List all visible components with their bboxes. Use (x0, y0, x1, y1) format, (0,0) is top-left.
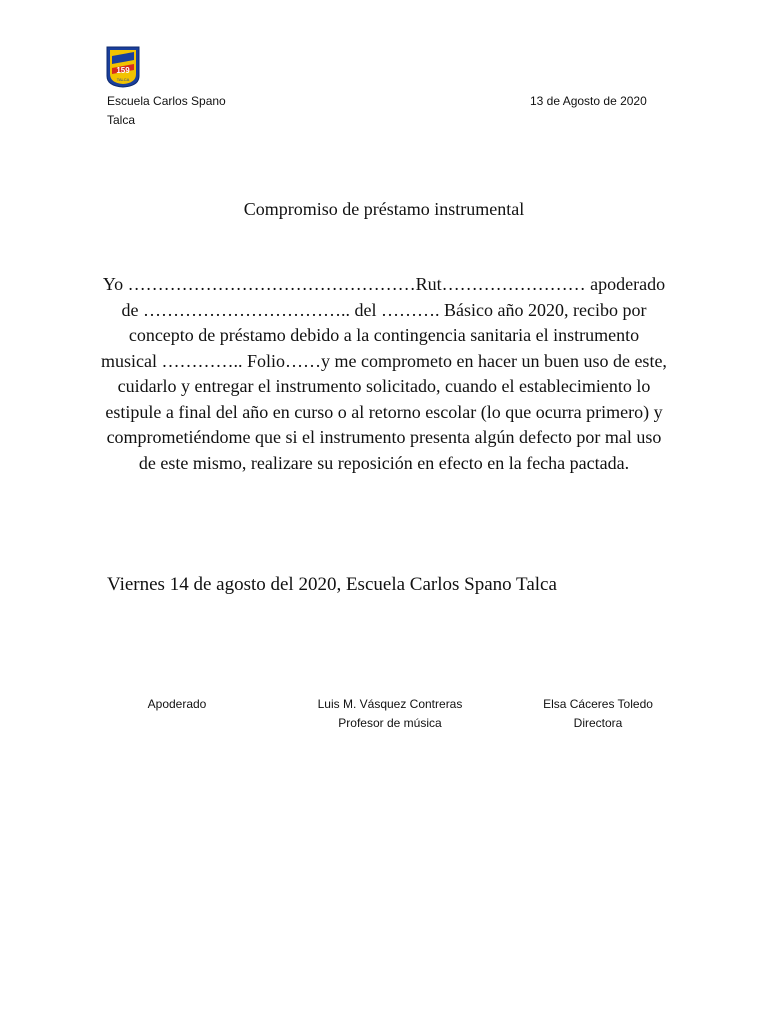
signature-role: Directora (573, 716, 623, 730)
signature-guardian (130, 695, 224, 714)
signature-name: Apoderado (147, 697, 207, 711)
signature-teacher (300, 695, 480, 733)
signature-director (528, 695, 668, 733)
document-title: Compromiso de préstamo instrumental (243, 199, 525, 219)
school-logo (106, 46, 140, 88)
school-address (107, 92, 226, 130)
signature-role: Profesor de música (338, 716, 442, 730)
commitment-body (100, 272, 668, 476)
document-date: 13 de Agosto de 2020 (530, 94, 647, 108)
school-crest-icon (106, 46, 140, 88)
signature-name: Luis M. Vásquez Contreras (317, 697, 463, 711)
signature-name: Elsa Cáceres Toledo (543, 697, 653, 711)
school-city: Talca (107, 113, 136, 127)
closing-line: Viernes 14 de agosto del 2020, Escuela Carlos Spano Talca (107, 574, 557, 595)
logo-number: 159 (116, 66, 130, 75)
school-name: Escuela Carlos Spano (107, 94, 226, 108)
logo-subtext: TALCA (116, 77, 130, 82)
commitment-paragraph: Yo …………………………………………Rut…………………… apoderado de …………………………….. del ………. Básico año 2020, recibo por concepto de préstamo debido a la contingencia sanitaria el instrumento musical ………….. Folio……y me comprometo en hacer un buen uso de este, cuidarlo y entregar el instrumento solicitado, cuando el establecimiento lo estipule a final del año en curso o al retorno escolar (lo que ocurra primero) y comprometiéndome que si el instrumento presenta algún defecto por mal uso de este mismo, realizare su reposición en efecto en la fecha pactada. (101, 274, 667, 473)
